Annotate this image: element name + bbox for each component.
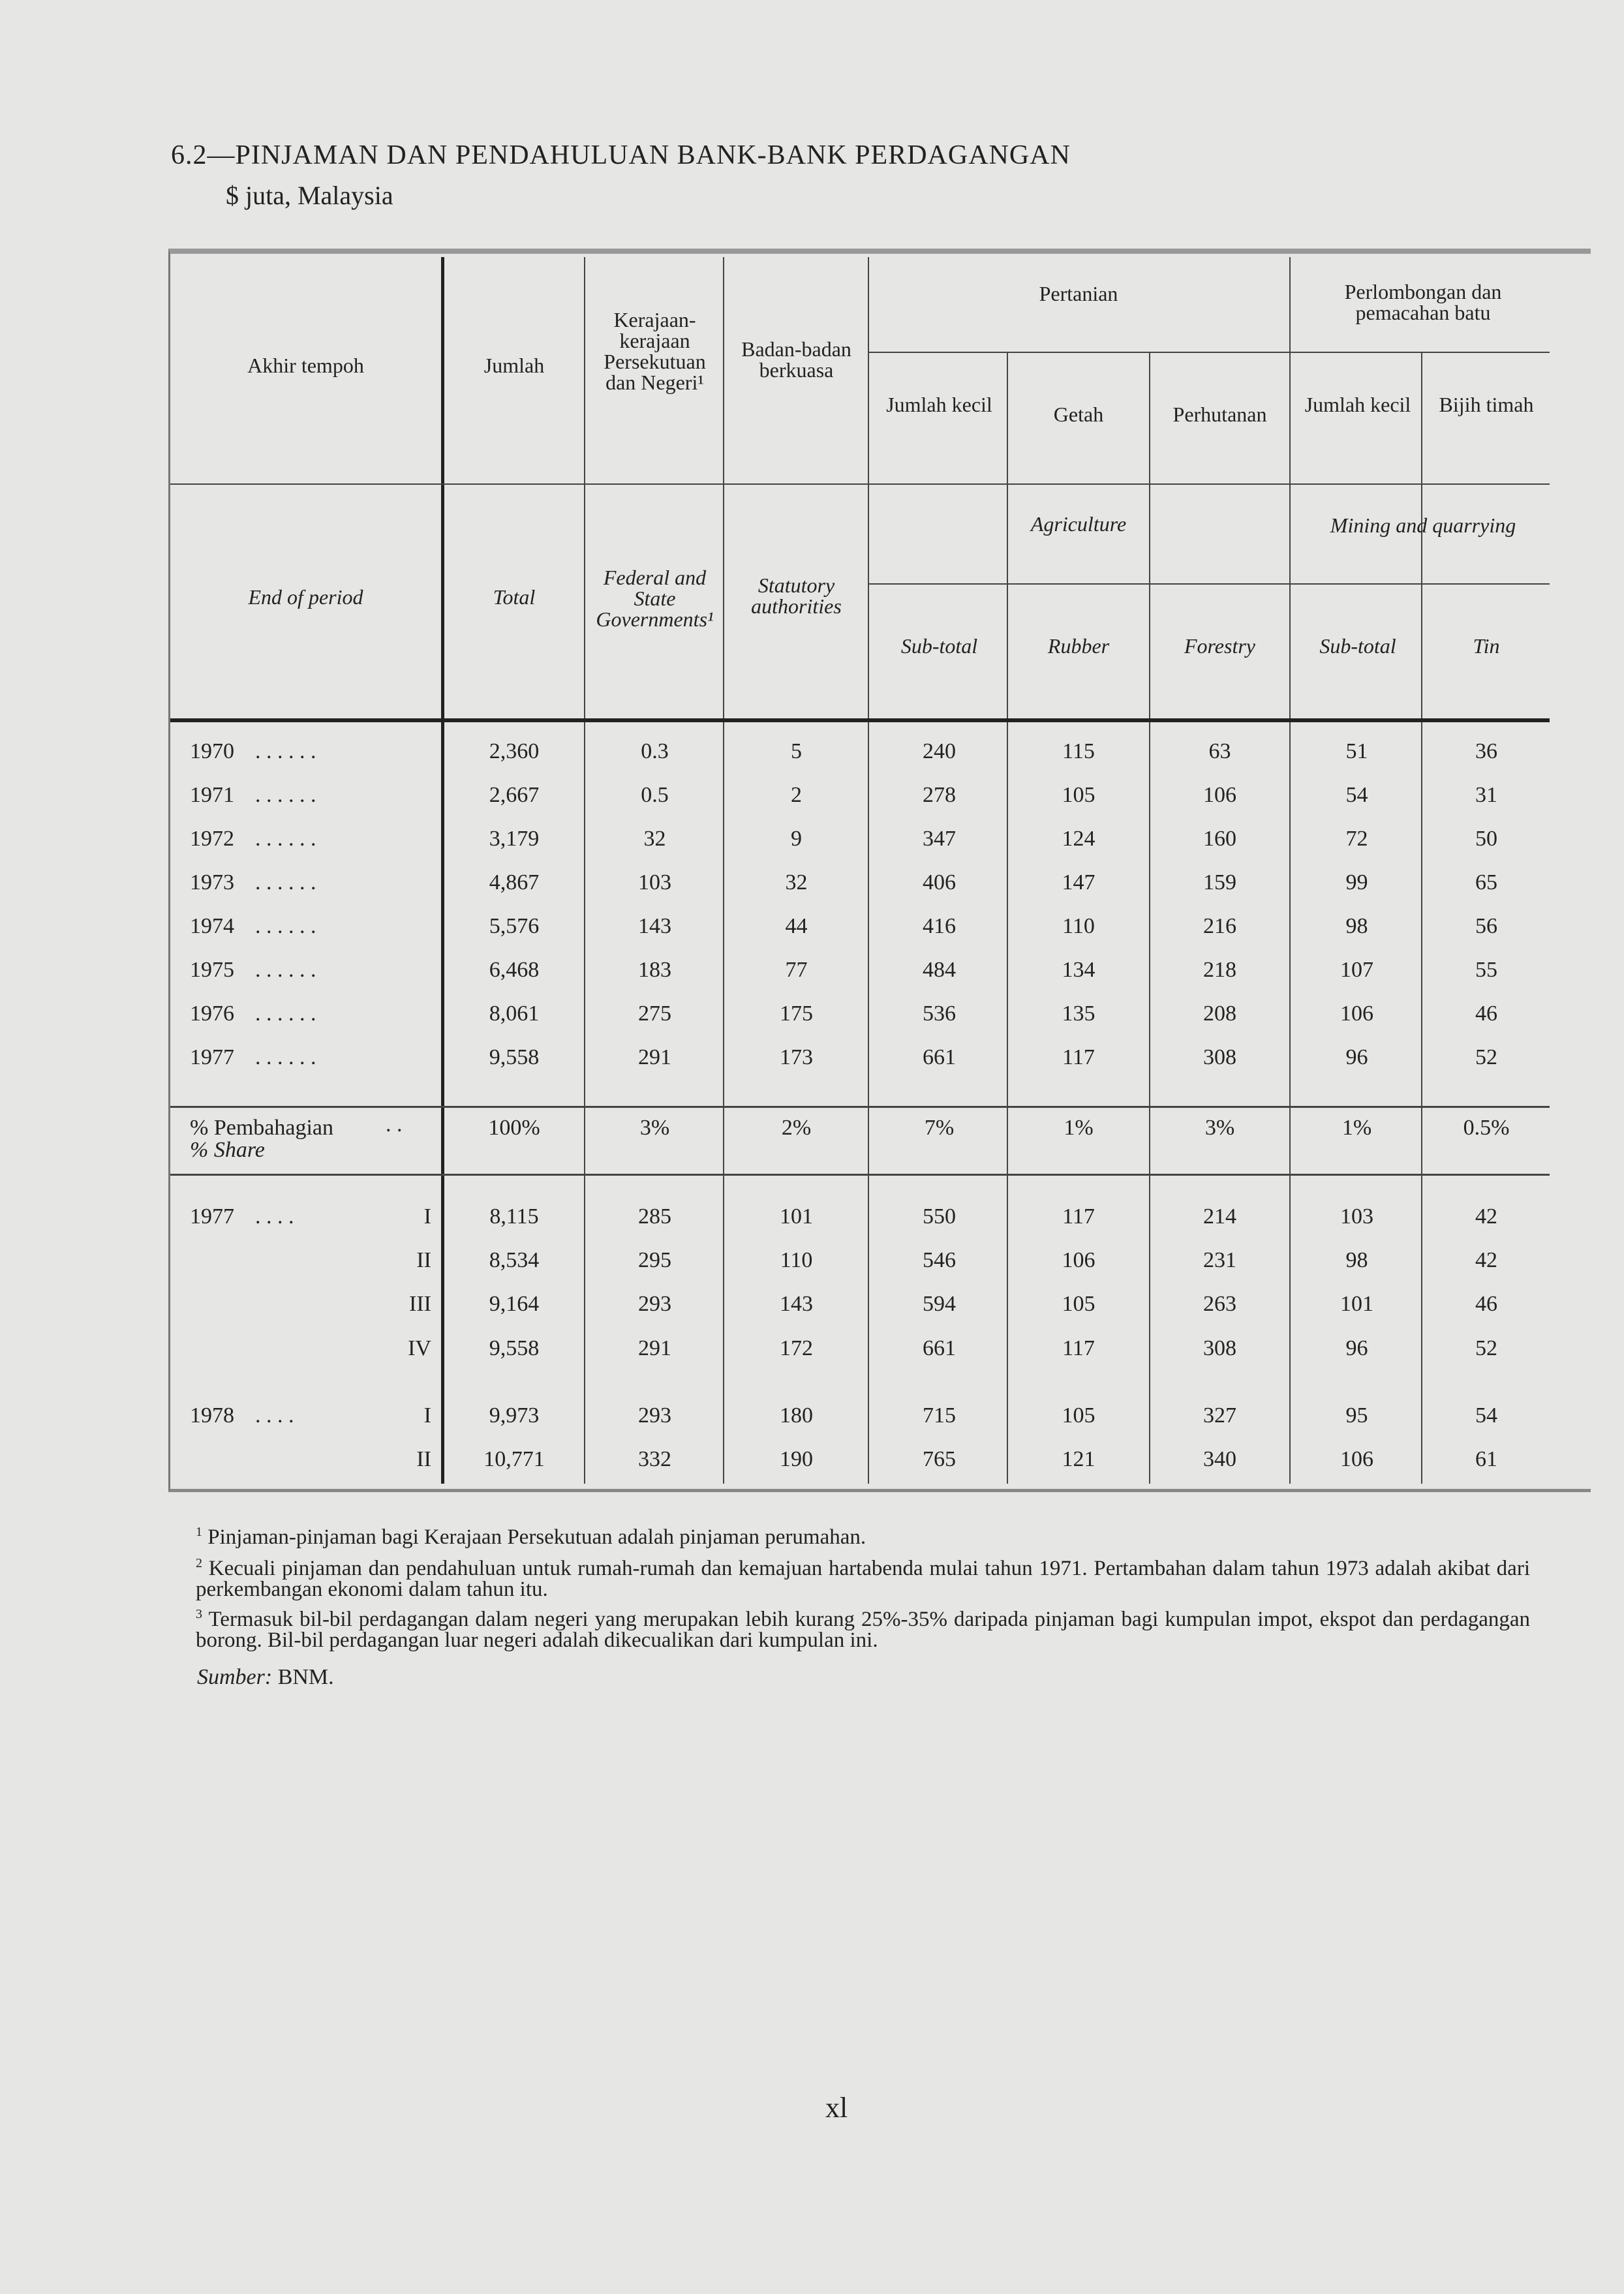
table-cell: 9,973 — [489, 1403, 540, 1428]
table-cell: 63 — [1208, 739, 1231, 763]
leader-dots: . . . . . . — [255, 827, 316, 851]
table-cell: 50 — [1475, 827, 1497, 851]
divider — [170, 718, 1550, 722]
table-cell: 103 — [1340, 1204, 1373, 1229]
header-forestry-english: Forestry — [1184, 634, 1255, 658]
table-cell: 134 — [1062, 958, 1095, 982]
table-cell: 95 — [1345, 1403, 1368, 1428]
table-cell: 106 — [1340, 1002, 1373, 1026]
table-cell: 295 — [638, 1248, 671, 1272]
table-cell: 765 — [923, 1447, 956, 1471]
table-cell: 340 — [1203, 1447, 1236, 1471]
table-cell: 190 — [780, 1447, 813, 1471]
table-cell: 121 — [1062, 1447, 1095, 1471]
table-cell: 98 — [1345, 1248, 1368, 1272]
table-cell: 661 — [923, 1336, 956, 1360]
table-cell: 52 — [1475, 1336, 1497, 1360]
table-cell: 218 — [1203, 958, 1236, 982]
row-quarter: I — [423, 1403, 431, 1428]
table-cell: 175 — [780, 1002, 813, 1026]
row-quarter: II — [416, 1447, 431, 1471]
table-cell: 8,061 — [489, 1002, 540, 1026]
share-cell: 3% — [639, 1116, 670, 1140]
table-cell: 36 — [1475, 739, 1497, 763]
header-agri-malay: Pertanian — [1039, 282, 1118, 305]
table-cell: 347 — [923, 827, 956, 851]
header-mining-sub-english: Sub-total — [1319, 634, 1396, 658]
table-cell: 72 — [1345, 827, 1368, 851]
table-cell: 231 — [1203, 1248, 1236, 1272]
table-cell: 180 — [780, 1403, 813, 1428]
row-quarter: I — [423, 1204, 431, 1229]
share-label-malay: % Pembahagian — [190, 1116, 333, 1140]
table-cell: 293 — [638, 1403, 671, 1428]
header-mining-malay: Perlombongan dan pemacahan batu — [1344, 280, 1502, 324]
header-rubber-english: Rubber — [1047, 634, 1110, 658]
share-cell: 3% — [1204, 1116, 1235, 1140]
table-cell: 107 — [1340, 958, 1373, 982]
table-cell: 101 — [1340, 1292, 1373, 1316]
source-note: Sumber: BNM. — [197, 1665, 334, 1689]
table-cell: 10,771 — [483, 1447, 545, 1471]
table-cell: 594 — [923, 1292, 956, 1316]
header-fed-english: Federal and State Governments¹ — [596, 566, 714, 631]
divider — [170, 1106, 1550, 1108]
table-cell: 42 — [1475, 1248, 1497, 1272]
table-cell: 214 — [1203, 1204, 1236, 1229]
table-cell: 77 — [785, 958, 808, 982]
row-period: 1972 — [190, 827, 234, 851]
leader-dots: . . . . . . — [255, 870, 316, 895]
table-cell: 332 — [638, 1447, 671, 1471]
table-cell: 2,360 — [489, 739, 540, 763]
table-cell: 275 — [638, 1002, 671, 1026]
table-cell: 4,867 — [489, 870, 540, 895]
table-cell: 159 — [1203, 870, 1236, 895]
header-rubber-malay: Getah — [1053, 403, 1104, 426]
table-cell: 8,115 — [489, 1204, 539, 1229]
table-cell: 99 — [1345, 870, 1368, 895]
divider — [584, 257, 585, 1484]
table-cell: 61 — [1475, 1447, 1497, 1471]
table-cell: 42 — [1475, 1204, 1497, 1229]
table-cell: 173 — [780, 1045, 813, 1069]
table-cell: 124 — [1062, 827, 1095, 851]
table-cell: 9,558 — [489, 1336, 540, 1360]
share-cell: 1% — [1341, 1116, 1372, 1140]
table-cell: 308 — [1203, 1336, 1236, 1360]
divider — [868, 257, 869, 1484]
table-cell: 31 — [1475, 783, 1497, 807]
header-mining-sub-malay: Jumlah kecil — [1304, 393, 1411, 416]
table-cell: 65 — [1475, 870, 1497, 895]
table-cell: 2,667 — [489, 783, 540, 807]
table-cell: 263 — [1203, 1292, 1236, 1316]
share-cell: 2% — [781, 1116, 812, 1140]
table-cell: 183 — [638, 958, 671, 982]
table-cell: 55 — [1475, 958, 1497, 982]
divider — [170, 1174, 1550, 1176]
table-cell: 96 — [1345, 1336, 1368, 1360]
table-cell: 5 — [791, 739, 802, 763]
table-cell: 110 — [780, 1248, 813, 1272]
row-period: 1975 — [190, 958, 234, 982]
share-cell: 100% — [488, 1116, 540, 1140]
table-cell: 536 — [923, 1002, 956, 1026]
table-cell: 6,468 — [489, 958, 540, 982]
header-agri-english: Agriculture — [1030, 512, 1127, 536]
table-cell: 2 — [791, 783, 802, 807]
table-cell: 9,164 — [489, 1292, 540, 1316]
table-cell: 32 — [785, 870, 808, 895]
table-cell: 117 — [1062, 1045, 1095, 1069]
header-mining-english: Mining and quarrying — [1330, 513, 1516, 537]
table-cell: 9,558 — [489, 1045, 540, 1069]
leader-dots: . . . . . . — [255, 1002, 316, 1026]
leader-dots: . . — [386, 1112, 403, 1137]
table-cell: 0.3 — [641, 739, 669, 763]
table-cell: 96 — [1345, 1045, 1368, 1069]
share-label-english: % Share — [190, 1138, 265, 1162]
table-cell: 416 — [923, 914, 956, 938]
table-cell: 291 — [638, 1336, 671, 1360]
table-cell: 143 — [780, 1292, 813, 1316]
table-cell: 106 — [1203, 783, 1236, 807]
table-cell: 110 — [1062, 914, 1095, 938]
header-period-english: End of period — [248, 585, 363, 609]
table-cell: 308 — [1203, 1045, 1236, 1069]
table-cell: 103 — [638, 870, 671, 895]
header-agri-sub-english: Sub-total — [900, 634, 978, 658]
table-subtitle: $ juta, Malaysia — [226, 181, 393, 210]
table-cell: 3,179 — [489, 827, 540, 851]
header-tin-english: Tin — [1473, 634, 1500, 658]
table-cell: 106 — [1062, 1248, 1095, 1272]
table-cell: 0.5 — [641, 783, 669, 807]
table-cell: 32 — [643, 827, 666, 851]
share-cell: 1% — [1064, 1116, 1094, 1140]
table-cell: 105 — [1062, 783, 1095, 807]
table-cell: 54 — [1345, 783, 1368, 807]
row-quarter: II — [416, 1248, 431, 1272]
table-cell: 406 — [923, 870, 956, 895]
row-period: 1974 — [190, 914, 234, 938]
table-cell: 117 — [1062, 1204, 1095, 1229]
table-cell: 106 — [1340, 1447, 1373, 1471]
data-table — [168, 249, 1591, 1492]
divider — [1289, 257, 1291, 1484]
table-cell: 147 — [1062, 870, 1095, 895]
table-cell: 293 — [638, 1292, 671, 1316]
table-cell: 44 — [785, 914, 808, 938]
table-cell: 278 — [923, 783, 956, 807]
header-agri-sub-malay: Jumlah kecil — [886, 393, 992, 416]
table-cell: 484 — [923, 958, 956, 982]
table-cell: 5,576 — [489, 914, 540, 938]
table-cell: 98 — [1345, 914, 1368, 938]
leader-dots: . . . . — [255, 1403, 294, 1428]
table-cell: 105 — [1062, 1403, 1095, 1428]
table-cell: 661 — [923, 1045, 956, 1069]
table-cell: 115 — [1062, 739, 1095, 763]
header-fed-malay: Kerajaan-kerajaan Persekutuan dan Negeri¹ — [604, 308, 706, 394]
row-period: 1976 — [190, 1002, 234, 1026]
table-cell: 46 — [1475, 1002, 1497, 1026]
leader-dots: . . . . . . — [255, 958, 316, 982]
table-cell: 51 — [1345, 739, 1368, 763]
table-cell: 240 — [923, 739, 956, 763]
leader-dots: . . . . — [255, 1204, 294, 1229]
table-cell: 208 — [1203, 1002, 1236, 1026]
footnote-1: $^1$ Pinjaman-pinjaman bagi Kerajaan Persekutuan adalah pinjaman perumahan. — [196, 1525, 866, 1549]
leader-dots: . . . . . . — [255, 739, 316, 763]
header-period-malay: Akhir tempoh — [247, 354, 364, 377]
divider — [723, 257, 724, 1484]
table-cell: 172 — [780, 1336, 813, 1360]
share-cell: 7% — [924, 1116, 955, 1140]
table-cell: 216 — [1203, 914, 1236, 938]
table-cell: 52 — [1475, 1045, 1497, 1069]
table-cell: 550 — [923, 1204, 956, 1229]
table-cell: 8,534 — [489, 1248, 540, 1272]
row-period: 1973 — [190, 870, 234, 895]
table-cell: 143 — [638, 914, 671, 938]
header-stat-malay: Badan-badan berkuasa — [741, 337, 851, 382]
divider — [868, 583, 1550, 585]
header-total-malay: Jumlah — [483, 354, 545, 377]
table-title: 6.2—PINJAMAN DAN PENDAHULUAN BANK-BANK PERDAGANGAN — [171, 140, 1071, 170]
leader-dots: . . . . . . — [255, 783, 316, 807]
table-cell: 327 — [1203, 1403, 1236, 1428]
row-period: 1977 — [190, 1045, 234, 1069]
divider — [170, 483, 1550, 485]
row-period: 1971 — [190, 783, 234, 807]
leader-dots: . . . . . . — [255, 1045, 316, 1069]
table-cell: 46 — [1475, 1292, 1497, 1316]
table-cell: 101 — [780, 1204, 813, 1229]
header-tin-malay: Bijih timah — [1439, 393, 1534, 416]
table-cell: 715 — [923, 1403, 956, 1428]
divider — [868, 352, 1550, 353]
row-period: 1977 — [190, 1204, 234, 1229]
table-cell: 291 — [638, 1045, 671, 1069]
share-cell: 0.5% — [1463, 1116, 1510, 1140]
table-cell: 9 — [791, 827, 802, 851]
header-total-english: Total — [493, 585, 536, 609]
table-cell: 105 — [1062, 1292, 1095, 1316]
page-number: xl — [825, 2092, 848, 2124]
header-stat-english: Statutory authorities — [751, 574, 842, 618]
header-forestry-malay: Perhutanan — [1172, 403, 1267, 426]
table-cell: 135 — [1062, 1002, 1095, 1026]
leader-dots: . . . . . . — [255, 914, 316, 938]
footnote-2: $^2$ Kecuali pinjaman dan pendahuluan untuk rumah-rumah dan kemajuan hartabenda mulai tahun 1971. Pertambahan dalam tahun 1973 adalah akibat dari perkembangan ekonomi dalam tahun itu. — [196, 1556, 1530, 1601]
table-cell: 160 — [1203, 827, 1236, 851]
row-quarter: III — [409, 1292, 431, 1316]
row-period: 1970 — [190, 739, 234, 763]
table-cell: 54 — [1475, 1403, 1497, 1428]
row-quarter: IV — [408, 1336, 431, 1360]
footnote-3: $^3$ Termasuk bil-bil perdagangan dalam negeri yang merupakan lebih kurang 25%-35% daripada pinjaman bagi kumpulan impot, ekspot dan perdagangan borong. Bil-bil perdagangan luar negeri adalah dikecualikan dari kumpulan ini. — [196, 1607, 1531, 1652]
table-cell: 546 — [923, 1248, 956, 1272]
row-period: 1978 — [190, 1403, 234, 1428]
table-cell: 56 — [1475, 914, 1497, 938]
table-cell: 285 — [638, 1204, 671, 1229]
table-cell: 117 — [1062, 1336, 1095, 1360]
